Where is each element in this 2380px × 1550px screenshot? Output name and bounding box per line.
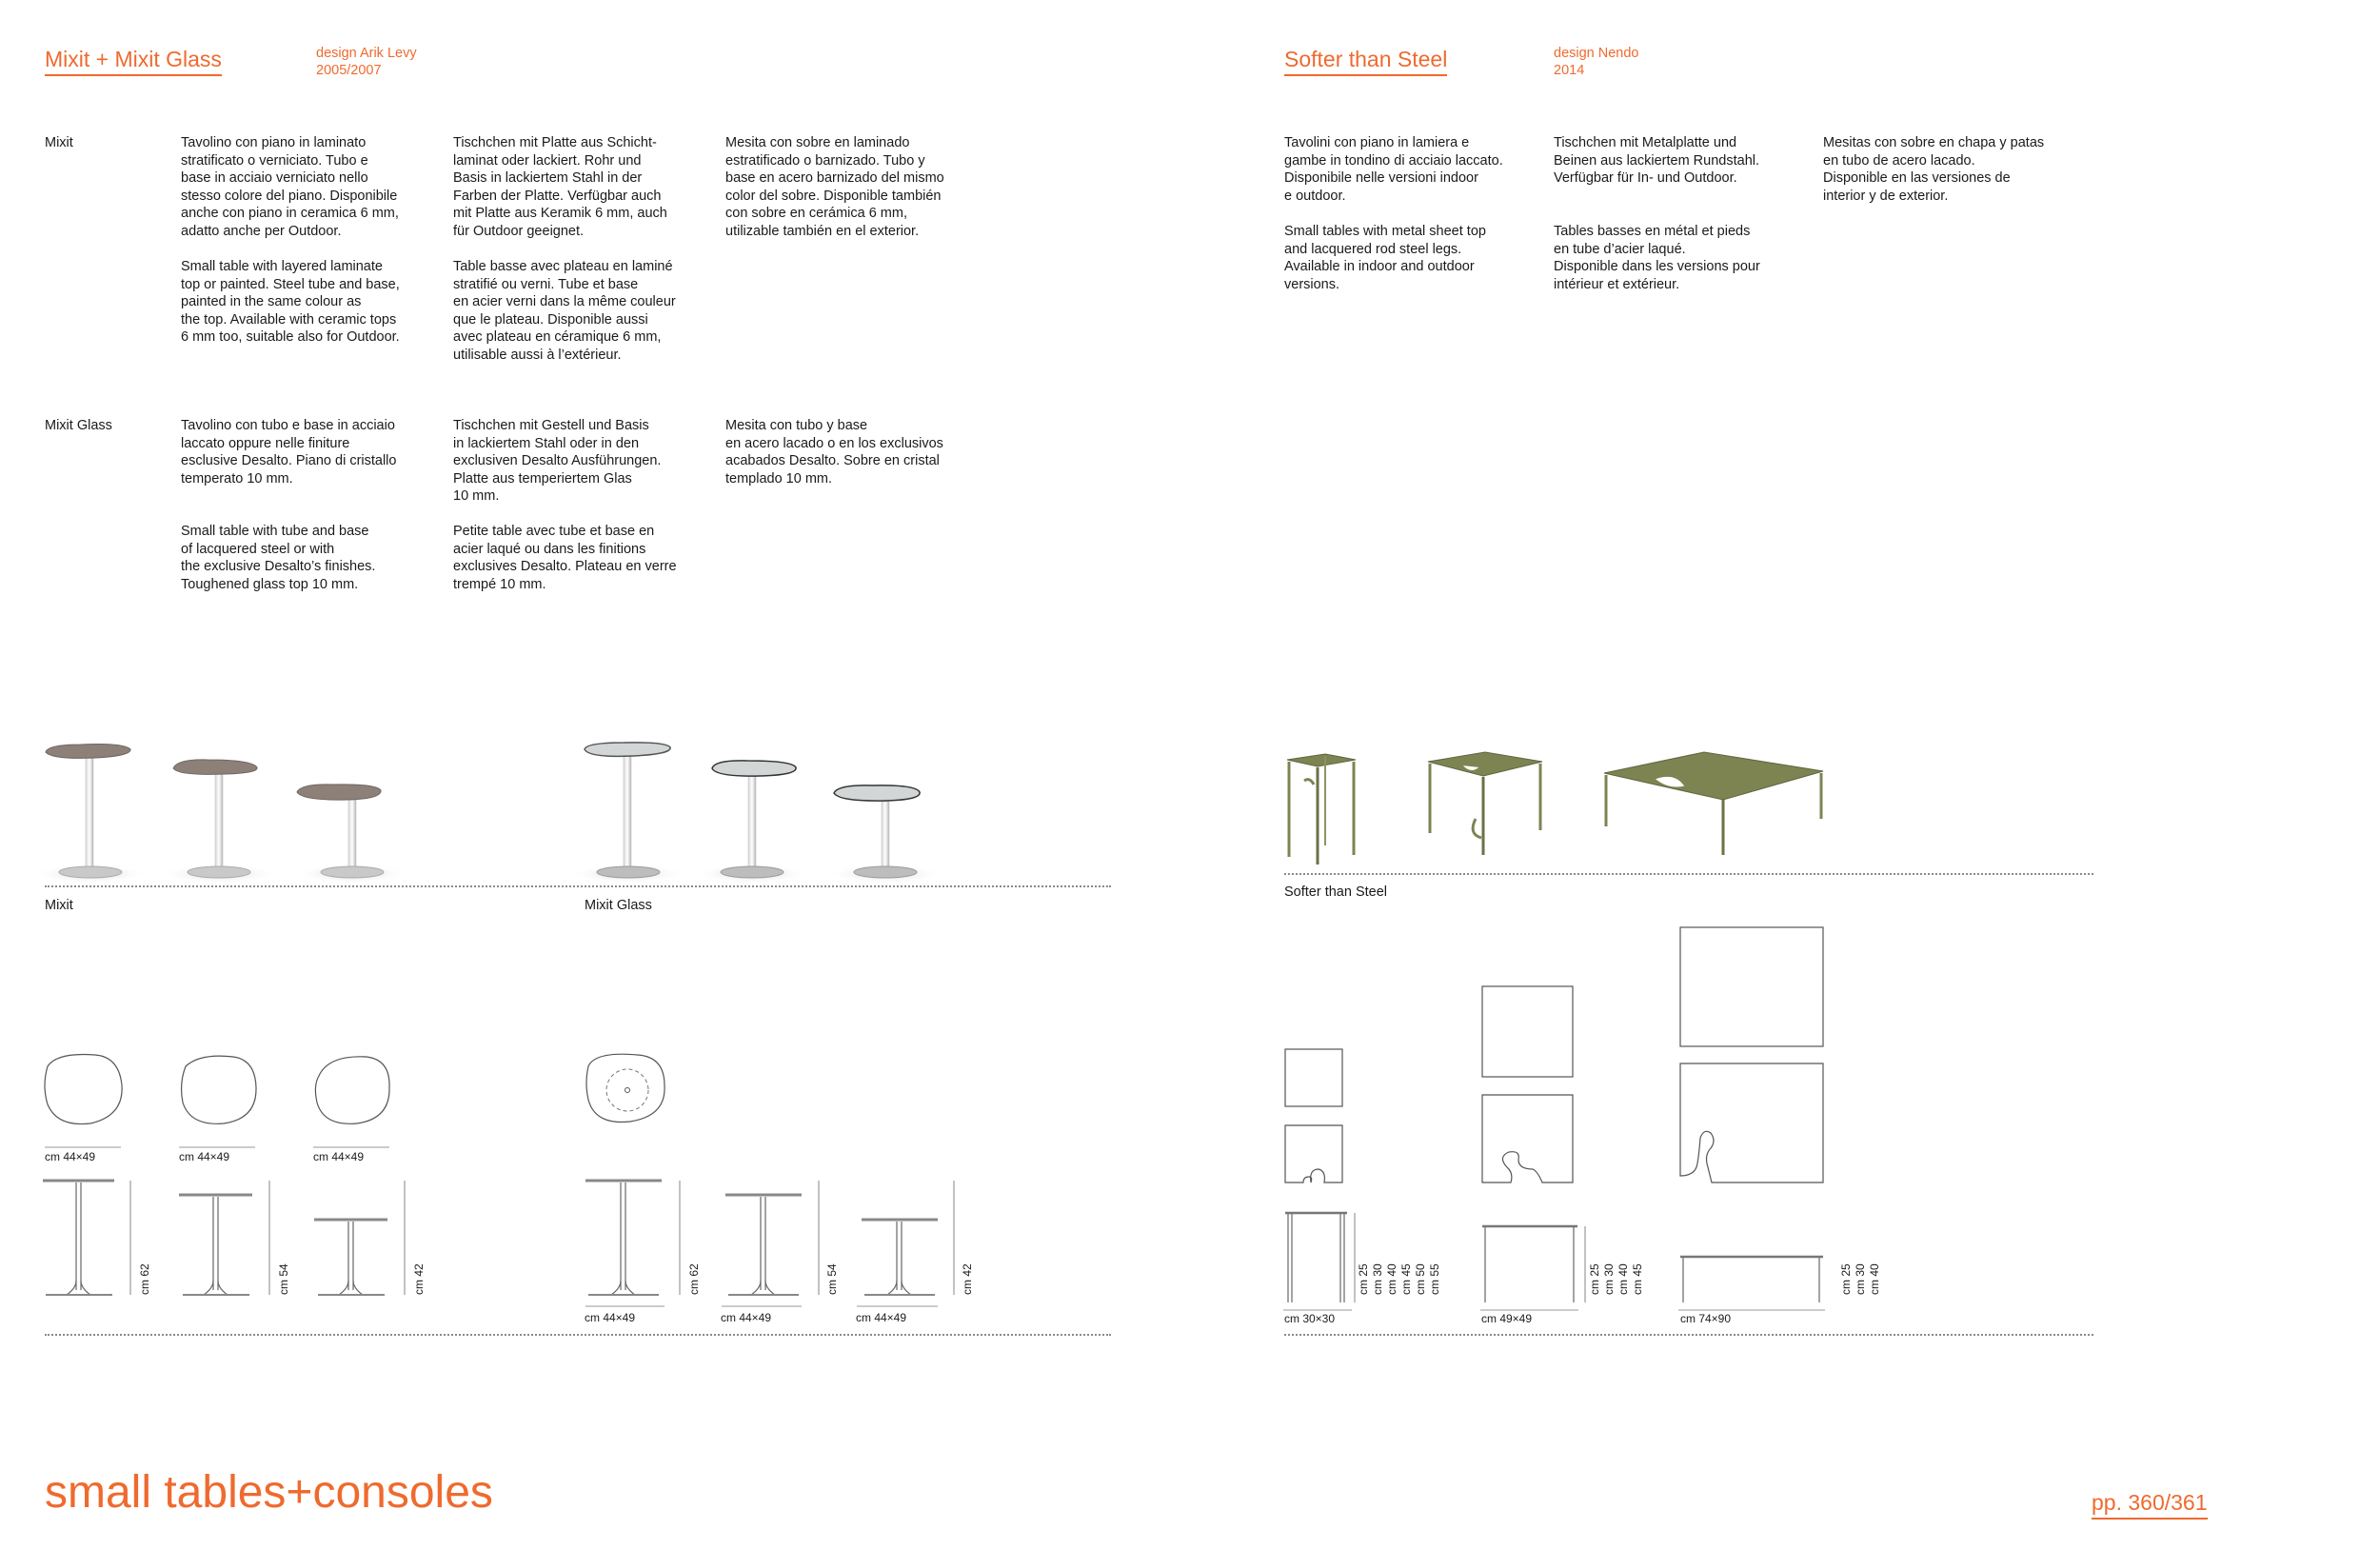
- softer-large-plan-top: [1680, 927, 1823, 1046]
- softer-large-height-30: cm 30: [1854, 1263, 1867, 1295]
- softer-medium-height-25: cm 25: [1588, 1263, 1601, 1295]
- mixit-glass-low-photo: [828, 785, 942, 884]
- mixit-glass-text-it: Tavolino con tubo e base in acciaio laccato oppure nelle finiture esclusive Desalto. Piano di cristallo temperato 10 mm.: [181, 418, 397, 487]
- softer-large-heights: [1839, 1207, 1882, 1302]
- softer-text-es: Mesitas con sobre en chapa y patas en tubo de acero lacado. Disponible en las versiones de interior y de exterior.: [1823, 135, 2045, 204]
- softer-photos: [1276, 743, 1847, 876]
- mixit-title: Mixit + Mixit Glass: [45, 47, 222, 76]
- mixit-height-1: cm 62: [138, 1263, 151, 1295]
- mixit-label: Mixit: [45, 135, 73, 150]
- mixit-height-3: cm 42: [412, 1263, 426, 1295]
- divider-top-left: [45, 885, 1111, 887]
- mixit-glass-height-3: cm 42: [961, 1263, 974, 1295]
- softer-caption: Softer than Steel: [1284, 884, 1388, 900]
- mixit-glass-height-1: cm 62: [687, 1263, 701, 1295]
- mixit-plan-1: [45, 1055, 122, 1124]
- softer-text-fr: Tables basses en métal et pieds en tube d’acier laqué. Disponible dans les versions pour intérieur et extérieur.: [1554, 224, 1760, 292]
- softer-text-it: Tavolini con piano in lamiera e gambe in tondino di acciaio laccato. Disponibile nelle versioni indoor e outdoor.: [1284, 135, 1503, 204]
- softer-small-height-25: cm 25: [1357, 1263, 1370, 1295]
- softer-small-height-45: cm 45: [1399, 1263, 1413, 1295]
- mixit-glass-height-2: cm 54: [825, 1263, 839, 1295]
- softer-small-height-30: cm 30: [1371, 1263, 1384, 1295]
- softer-small-plan-top: [1285, 1049, 1342, 1106]
- mixit-height-2: cm 54: [277, 1263, 290, 1295]
- mixit-photos: [38, 733, 571, 885]
- design-year: 2014: [1554, 63, 1585, 78]
- mixit-elevation-drawings: [38, 1176, 438, 1300]
- mixit-text-de: Tischchen mit Platte aus Schicht- laminat oder lackiert. Rohr und Basis in lackiertem Stahl in der Farben der Platte. Verfügbar auch mit Platte aus Keramik 6 mm, auch für Outdoor geeignet.: [453, 135, 667, 239]
- softer-medium-height-40: cm 40: [1616, 1263, 1630, 1295]
- mixit-text-it: Tavolino con piano in laminato stratificato o verniciato. Tubo e base in acciaio verniciato nello stesso colore del piano. Disponibile anche con piano in ceramica 6 mm, adatto anche per Outdoor.: [181, 135, 399, 239]
- mixit-glass-text-fr: Petite table avec tube et base en acier laqué ou dans les finitions exclusives Desalto. Plateau en verre trempé 10 mm.: [453, 524, 677, 592]
- softer-medium-height-45: cm 45: [1631, 1263, 1644, 1295]
- page-numbers: pp. 360/361: [2092, 1490, 2208, 1520]
- mixit-glass-dim-2: cm 44×49: [721, 1311, 772, 1324]
- mixit-glass-text-es: Mesita con tubo y base en acero lacado o en los exclusivos acabados Desalto. Sobre en cristal templado 10 mm.: [725, 418, 943, 487]
- mixit-low-photo: [295, 785, 409, 884]
- softer-small-height-55: cm 55: [1428, 1263, 1441, 1295]
- mixit-plan-dim-1: cm 44×49: [45, 1150, 96, 1163]
- softer-large-height-40: cm 40: [1868, 1263, 1881, 1295]
- divider-bottom-left: [45, 1334, 1111, 1336]
- softer-large-photo: [1604, 752, 1823, 855]
- softer-small-heights: [1357, 1207, 1442, 1302]
- designer-name: design Nendo: [1554, 46, 1639, 61]
- mixit-glass-text-en: Small table with tube and base of lacquered steel or with the exclusive Desalto’s finishes. Toughened glass top 10 mm.: [181, 524, 376, 592]
- softer-text-de: Tischchen mit Metalplatte und Beinen aus lackiertem Rundstahl. Verfügbar für In- und Outdoor.: [1554, 135, 1760, 187]
- mixit-plan-dim-2: cm 44×49: [179, 1150, 230, 1163]
- mixit-glass-caption: Mixit Glass: [585, 898, 652, 913]
- designer-name: design Arik Levy: [316, 46, 417, 61]
- mixit-medium-photo: [162, 760, 276, 884]
- softer-small-height-40: cm 40: [1385, 1263, 1398, 1295]
- mixit-glass-label: Mixit Glass: [45, 418, 112, 433]
- softer-medium-plan-top: [1482, 986, 1573, 1077]
- softer-plan-drawings: [1280, 924, 1852, 1190]
- softer-small-plan-cut: [1285, 1125, 1342, 1182]
- mixit-glass-plan-drawing: [581, 1047, 676, 1133]
- softer-dim-medium: cm 49×49: [1481, 1312, 1533, 1325]
- mixit-text-fr: Table basse avec plateau en laminé stratifié ou verni. Tube et base en acier verni dans la même couleur que le plateau. Disponible aussi avec plateau en céramique 6 mm, utilisable aussi à l’extérieur.: [453, 259, 676, 363]
- softer-medium-height-30: cm 30: [1602, 1263, 1616, 1295]
- section-title: small tables+consoles: [45, 1467, 493, 1518]
- divider-top-right: [1284, 873, 2093, 875]
- divider-bottom-right: [1284, 1334, 2093, 1336]
- softer-dim-large: cm 74×90: [1680, 1312, 1732, 1325]
- mixit-designer: [316, 45, 417, 79]
- mixit-glass-elevation-drawings: [581, 1176, 981, 1300]
- mixit-plan-3: [315, 1057, 389, 1123]
- mixit-plan-drawings: [38, 1047, 419, 1152]
- mixit-glass-dim-3: cm 44×49: [856, 1311, 907, 1324]
- mixit-plan-dim-3: cm 44×49: [313, 1150, 365, 1163]
- softer-small-photo: [1287, 754, 1356, 864]
- softer-than-steel-title: Softer than Steel: [1284, 47, 1447, 76]
- softer-large-plan-cut: [1680, 1063, 1823, 1182]
- mixit-text-es: Mesita con sobre en laminado estratificado o barnizado. Tubo y base en acero barnizado del mismo color del sobre. Disponible también con sobre en cerámica 6 mm, utilizable también en el exterior.: [725, 135, 944, 239]
- softer-large-height-25: cm 25: [1839, 1263, 1853, 1295]
- mixit-glass-text-de: Tischchen mit Gestell und Basis in lackiertem Stahl oder in den exclusiven Desalto Ausführungen. Platte aus temperiertem Glas 10 mm.: [453, 418, 662, 505]
- softer-dim-small: cm 30×30: [1284, 1312, 1336, 1325]
- mixit-glass-medium-photo: [695, 761, 809, 884]
- mixit-tall-photo: [33, 745, 148, 884]
- softer-designer: [1554, 45, 1639, 79]
- design-year: 2005/2007: [316, 63, 382, 78]
- softer-text-en: Small tables with metal sheet top and lacquered rod steel legs. Available in indoor and outdoor versions.: [1284, 224, 1486, 292]
- mixit-plan-2: [182, 1056, 256, 1123]
- softer-medium-heights: [1588, 1207, 1645, 1302]
- softer-medium-plan-cut: [1482, 1095, 1573, 1182]
- mixit-glass-photos: [571, 733, 952, 885]
- mixit-glass-dim-1: cm 44×49: [585, 1311, 636, 1324]
- softer-small-height-50: cm 50: [1414, 1263, 1427, 1295]
- mixit-glass-tall-photo: [571, 743, 685, 884]
- mixit-caption: Mixit: [45, 898, 73, 913]
- mixit-text-en: Small table with layered laminate top or painted. Steel tube and base, painted in the same colour as the top. Available with ceramic tops 6 mm too, suitable also for Outdoor.: [181, 259, 400, 346]
- softer-medium-photo: [1428, 752, 1542, 855]
